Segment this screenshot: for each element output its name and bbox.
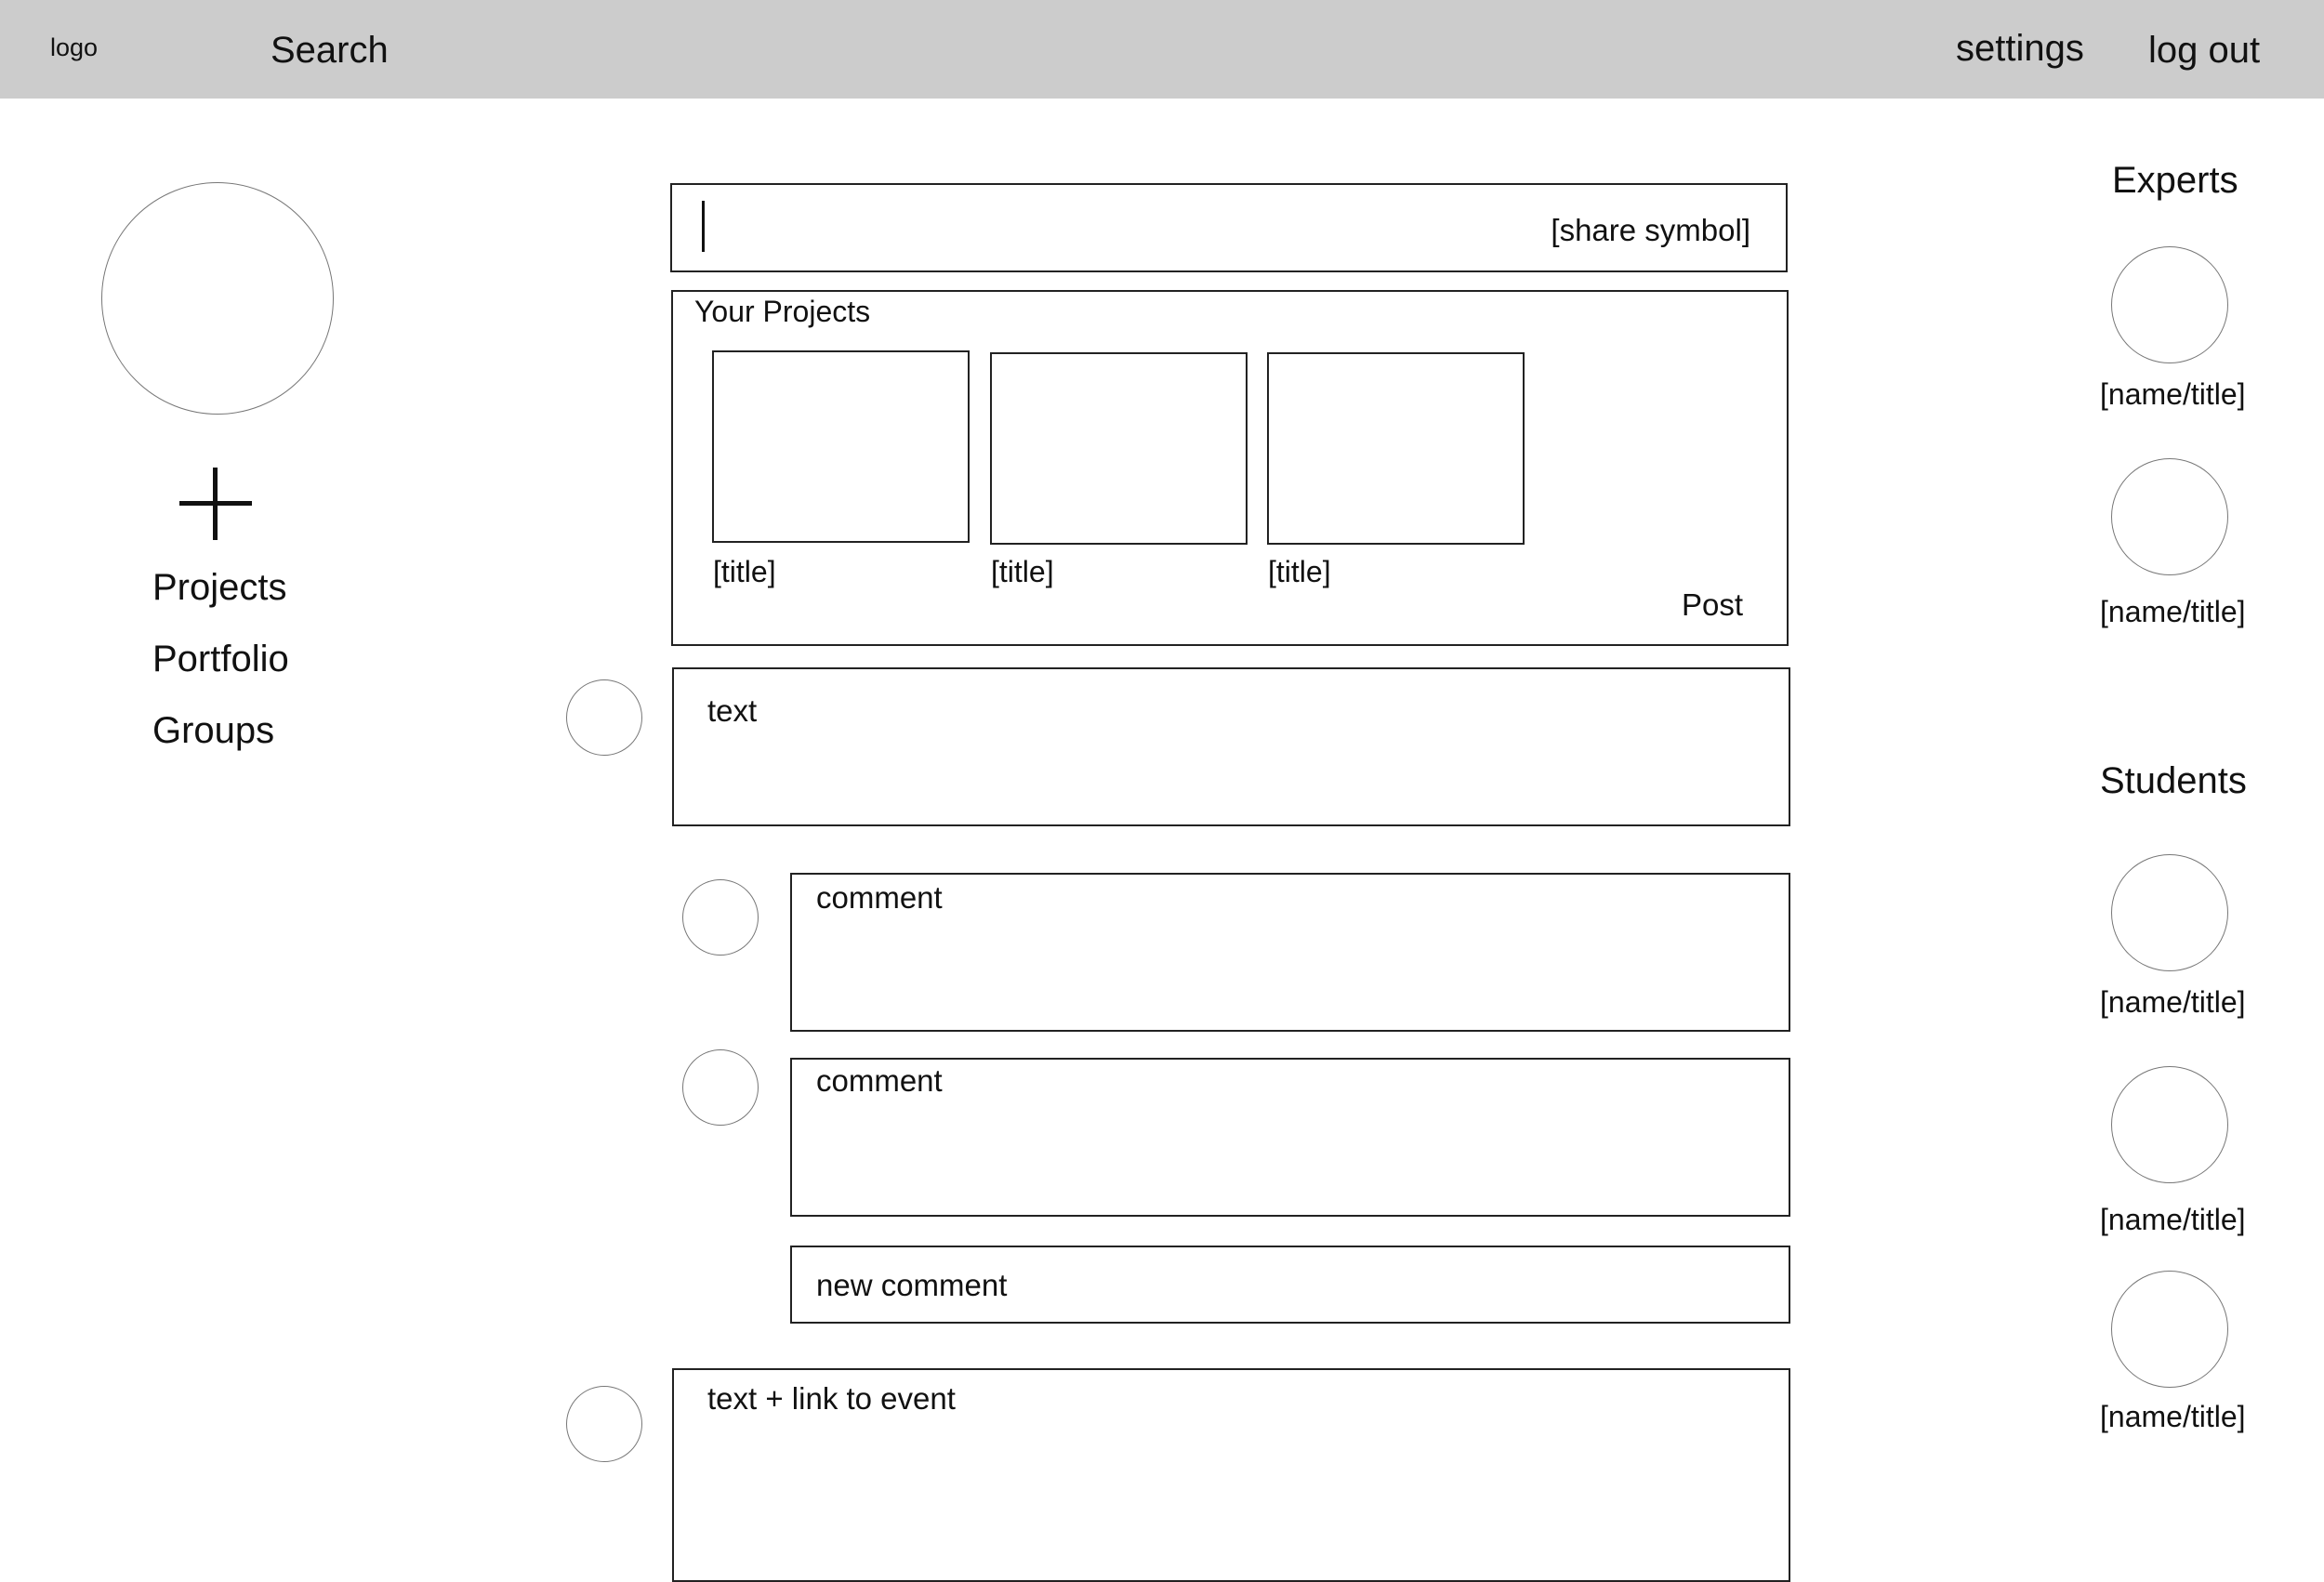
experts-heading: Experts <box>2112 160 2238 201</box>
comment-text: comment <box>816 1063 943 1098</box>
feed-post <box>672 667 1790 826</box>
text-caret <box>702 201 705 252</box>
your-projects-panel <box>671 290 1789 646</box>
comment <box>790 1058 1790 1217</box>
search-link[interactable]: Search <box>271 30 389 71</box>
post-text: text <box>707 693 758 728</box>
top-bar <box>0 0 2324 99</box>
comment-author-avatar[interactable] <box>682 1049 759 1126</box>
students-heading: Students <box>2100 760 2247 801</box>
expert-name[interactable]: [name/title] <box>2100 377 2246 411</box>
logo[interactable]: logo <box>50 33 99 61</box>
expert-name[interactable]: [name/title] <box>2100 595 2246 628</box>
student-avatar[interactable] <box>2111 1066 2228 1183</box>
new-comment-input[interactable] <box>790 1246 1790 1324</box>
comment-text: comment <box>816 880 943 915</box>
comment <box>790 873 1790 1032</box>
settings-link[interactable]: settings <box>1956 28 2084 69</box>
sidebar-item-groups[interactable]: Groups <box>152 710 275 751</box>
project-title[interactable]: [title] <box>991 555 1054 588</box>
project-title[interactable]: [title] <box>1268 555 1331 588</box>
student-avatar[interactable] <box>2111 854 2228 971</box>
expert-avatar[interactable] <box>2111 246 2228 363</box>
your-projects-heading: Your Projects <box>694 295 871 328</box>
post-button[interactable]: Post <box>1682 587 1744 622</box>
new-comment-placeholder: new comment <box>816 1268 1008 1302</box>
post-text: text + link to event <box>707 1381 956 1416</box>
post-author-avatar[interactable] <box>566 1386 642 1462</box>
student-name[interactable]: [name/title] <box>2100 985 2246 1019</box>
student-name[interactable]: [name/title] <box>2100 1203 2246 1236</box>
sidebar-item-projects[interactable]: Projects <box>152 567 287 608</box>
student-name[interactable]: [name/title] <box>2100 1400 2246 1433</box>
post-author-avatar[interactable] <box>566 679 642 756</box>
sidebar-item-portfolio[interactable]: Portfolio <box>152 639 289 679</box>
project-title[interactable]: [title] <box>713 555 776 588</box>
logout-link[interactable]: log out <box>2148 30 2261 71</box>
share-button[interactable]: [share symbol] <box>1551 213 1750 247</box>
feed-post <box>672 1368 1790 1582</box>
project-thumbnail[interactable] <box>1267 352 1525 545</box>
project-thumbnail[interactable] <box>712 350 970 543</box>
expert-avatar[interactable] <box>2111 458 2228 575</box>
comment-author-avatar[interactable] <box>682 879 759 956</box>
profile-avatar[interactable] <box>101 182 334 415</box>
share-input[interactable] <box>670 183 1788 272</box>
plus-icon[interactable] <box>179 468 252 540</box>
student-avatar[interactable] <box>2111 1271 2228 1388</box>
project-thumbnail[interactable] <box>990 352 1248 545</box>
